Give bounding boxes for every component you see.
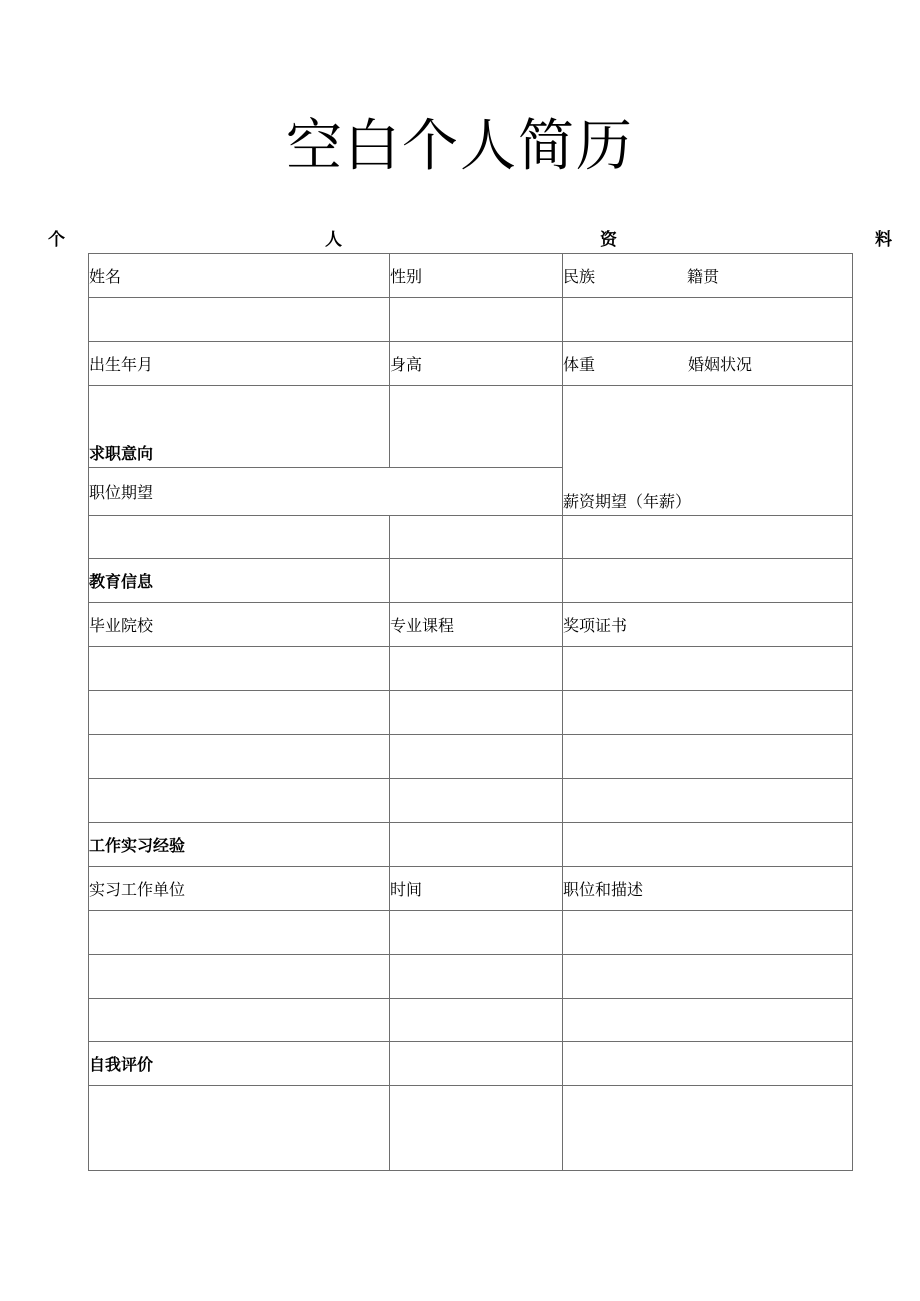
table-border-left xyxy=(88,253,89,1171)
label-native-place: 籍贯 xyxy=(687,267,720,286)
heading-work-experience: 工作实习经验 xyxy=(89,836,186,855)
section-heading-char-3: 资 xyxy=(600,230,617,250)
label-salary-expected: 薪资期望（年薪） xyxy=(563,492,692,511)
table-rule xyxy=(88,866,853,867)
table-rule xyxy=(88,778,853,779)
label-position-expected: 职位期望 xyxy=(89,483,154,502)
section-heading-char-4: 料 xyxy=(875,230,892,250)
label-role-description: 职位和描述 xyxy=(563,880,644,899)
table-rule xyxy=(88,910,853,911)
table-rule xyxy=(88,998,853,999)
label-time: 时间 xyxy=(390,880,423,899)
table-rule xyxy=(88,1085,853,1086)
table-rule xyxy=(88,646,853,647)
label-birth-date: 出生年月 xyxy=(89,355,154,374)
label-gender: 性别 xyxy=(390,267,423,286)
label-weight: 体重 xyxy=(563,355,596,374)
section-heading-char-1: 个 xyxy=(48,230,65,250)
heading-job-intent: 求职意向 xyxy=(89,444,154,463)
table-column-rule xyxy=(389,515,390,1171)
label-height: 身高 xyxy=(390,355,423,374)
table-rule xyxy=(88,690,853,691)
table-rule xyxy=(88,341,853,342)
table-column-rule xyxy=(562,253,563,1171)
table-rule xyxy=(88,602,853,603)
page-title: 空白个人简历 xyxy=(286,114,634,179)
table-rule xyxy=(88,954,853,955)
table-rule xyxy=(88,385,853,386)
table-rule xyxy=(88,558,853,559)
label-marital-status: 婚姻状况 xyxy=(688,355,753,374)
heading-self-evaluation: 自我评价 xyxy=(89,1055,154,1074)
table-border-right xyxy=(852,253,853,1171)
label-awards: 奖项证书 xyxy=(563,616,628,635)
table-rule xyxy=(88,253,853,254)
label-ethnicity: 民族 xyxy=(563,267,596,286)
table-rule xyxy=(88,1170,853,1171)
heading-education: 教育信息 xyxy=(89,572,154,591)
section-heading-char-2: 人 xyxy=(325,230,342,250)
table-rule xyxy=(88,467,562,468)
label-courses: 专业课程 xyxy=(390,616,455,635)
table-rule xyxy=(88,1041,853,1042)
label-name: 姓名 xyxy=(89,267,122,286)
table-rule xyxy=(88,734,853,735)
table-rule xyxy=(88,297,853,298)
label-school: 毕业院校 xyxy=(89,616,154,635)
table-rule xyxy=(88,515,853,516)
table-rule xyxy=(88,822,853,823)
label-employer: 实习工作单位 xyxy=(89,880,186,899)
